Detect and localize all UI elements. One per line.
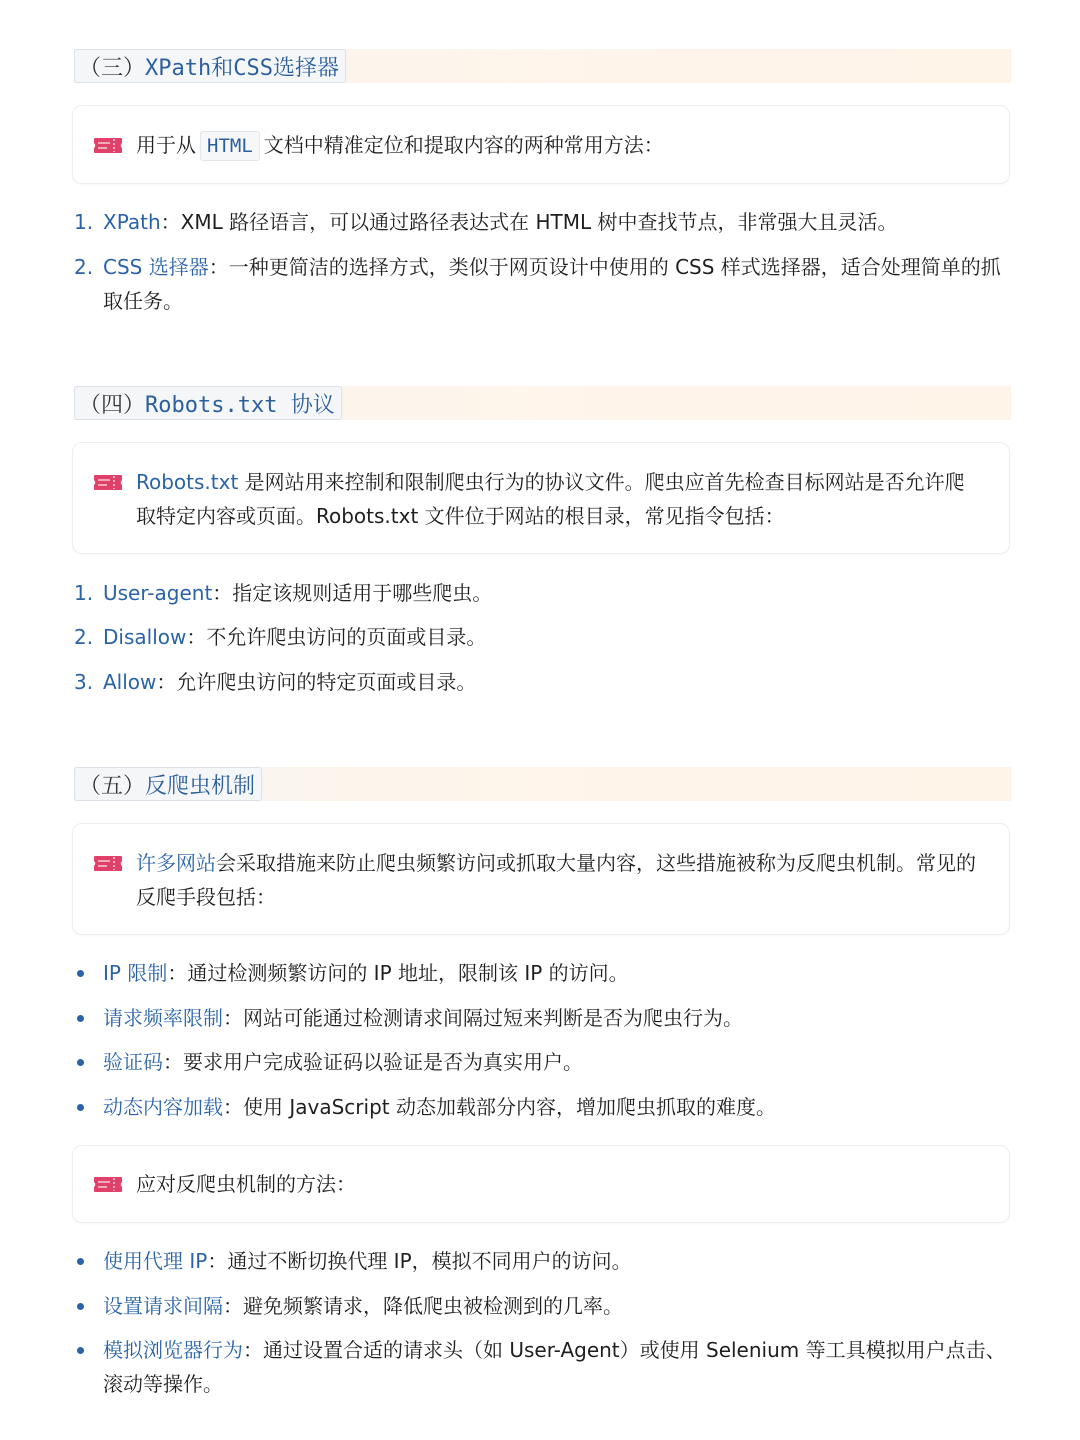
section-5-note2-text: 应对反爬虫机制的方法： [136, 1172, 356, 1196]
section-4-heading-prefix: （四） [79, 392, 146, 418]
note-text-after: 文档中精准定位和提取内容的两种常用方法： [263, 133, 664, 157]
section-3-heading-title: XPath和CSS选择器 [145, 55, 339, 81]
list-desc: ：避免频繁请求，降低爬虫被检测到的几率。 [223, 1294, 623, 1318]
list-term: 模拟浏览器行为 [103, 1338, 243, 1362]
list-term: 验证码 [103, 1050, 163, 1074]
ticket-icon [93, 474, 123, 491]
list-desc: ：允许爬虫访问的特定页面或目录。 [156, 670, 477, 694]
list-term: User-agent [103, 581, 213, 605]
section-5-note-card [72, 823, 1010, 935]
list-desc: ：网站可能通过检测请求间隔过短来判断是否为爬虫行为。 [223, 1006, 743, 1030]
section-3-note-text [136, 128, 979, 162]
section-5-note2-card [72, 1145, 1010, 1223]
bullet-item [74, 1090, 1010, 1124]
bullet-dot [77, 1303, 84, 1310]
list-term: 使用代理 IP [103, 1249, 208, 1273]
section-5-note-text [136, 846, 979, 914]
section-4-heading [74, 386, 342, 420]
bullet-dot [77, 970, 84, 977]
ticket-icon [93, 855, 123, 872]
list-desc: ：通过检测频繁访问的 IP 地址，限制该 IP 的访问。 [167, 961, 629, 985]
list-term: IP 限制 [103, 961, 168, 985]
ticket-icon [93, 1176, 123, 1193]
bullet-item [74, 1244, 1010, 1278]
list-term: 请求频率限制 [103, 1006, 223, 1030]
section-3-heading-band [74, 49, 1011, 83]
list-desc: ：一种更简洁的选择方式，类似于网页设计中使用的 CSS 样式选择器，适合处理简单的抓取任务。 [103, 255, 1001, 313]
section-3-note-card [72, 105, 1010, 184]
note-text: 会采取措施来防止爬虫频繁访问或抓取大量内容，这些措施被称为反爬虫机制。常见的反爬手段包括： [136, 851, 976, 909]
list-number: 1. [74, 581, 94, 605]
section-4-heading-band [74, 386, 1011, 420]
list-desc: ：通过设置合适的请求头（如 User-Agent）或使用 Selenium 等工具模拟用户点击、滚动等操作。 [103, 1338, 1006, 1396]
bullet-item [74, 1001, 1010, 1035]
list-number: 2. [74, 255, 94, 279]
bullet-item [74, 1045, 1010, 1079]
list-term: 动态内容加载 [103, 1095, 223, 1119]
note-term: 许多网站 [136, 851, 216, 875]
list-item [74, 620, 1010, 654]
bullet-dot [77, 1059, 84, 1066]
list-item [74, 250, 1010, 318]
list-desc: ：要求用户完成验证码以验证是否为真实用户。 [163, 1050, 583, 1074]
list-desc: ：不允许爬虫访问的页面或目录。 [186, 625, 487, 649]
list-desc: ：通过不断切换代理 IP，模拟不同用户的访问。 [207, 1249, 632, 1273]
section-3-heading-prefix: （三） [79, 55, 146, 81]
list-item [74, 665, 1010, 699]
list-number: 3. [74, 670, 94, 694]
list-term: 设置请求间隔 [103, 1294, 223, 1318]
note-text: 是网站用来控制和限制爬虫行为的协议文件。爬虫应首先检查目标网站是否允许爬取特定内容或页面。Robots.txt 文件位于网站的根目录，常见指令包括： [136, 470, 965, 528]
section-4-note-card [72, 442, 1010, 554]
inline-code: HTML [200, 131, 260, 161]
note-term: Robots.txt [136, 470, 239, 494]
section-3-heading [74, 49, 346, 83]
list-desc: ：XML 路径语言，可以通过路径表达式在 HTML 树中查找节点，非常强大且灵活。 [160, 210, 898, 234]
section-4-note-text [136, 465, 979, 533]
ticket-icon [93, 137, 123, 154]
list-term: Allow [103, 670, 157, 694]
note-text-before: 用于从 [136, 133, 196, 157]
list-term: XPath [103, 210, 161, 234]
list-desc: ：指定该规则适用于哪些爬虫。 [212, 581, 493, 605]
list-number: 1. [74, 210, 94, 234]
bullet-dot [77, 1347, 84, 1354]
section-5-heading [74, 767, 262, 801]
list-term: Disallow [103, 625, 187, 649]
list-term: CSS 选择器 [103, 255, 209, 279]
section-5-heading-prefix: （五） [79, 773, 146, 799]
bullet-dot [77, 1104, 84, 1111]
bullet-item [74, 1333, 1010, 1401]
section-5-heading-title: 反爬虫机制 [145, 773, 256, 799]
list-item [74, 205, 1010, 239]
bullet-item [74, 956, 1010, 990]
section-5-heading-band [74, 767, 1011, 801]
bullet-dot [77, 1258, 84, 1265]
list-item [74, 576, 1010, 610]
bullet-dot [77, 1015, 84, 1022]
list-desc: ：使用 JavaScript 动态加载部分内容，增加爬虫抓取的难度。 [223, 1095, 776, 1119]
section-4-heading-title: Robots.txt 协议 [145, 392, 335, 418]
list-number: 2. [74, 625, 94, 649]
bullet-item [74, 1289, 1010, 1323]
